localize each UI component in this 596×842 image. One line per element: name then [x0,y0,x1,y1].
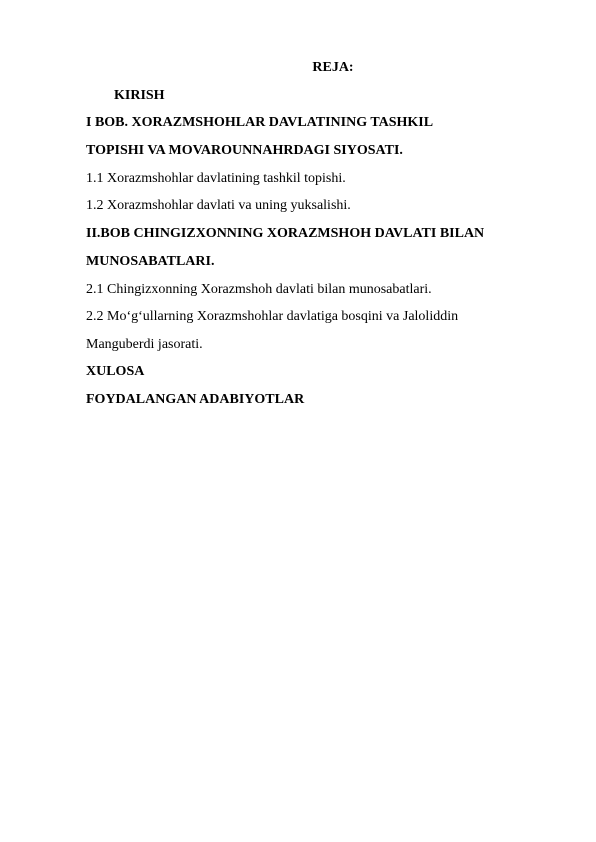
plan-item-section-1-2: 1.2 Xorazmshohlar davlati va uning yuksalishi. [86,198,351,213]
plan-item-section-1-1: 1.1 Xorazmshohlar davlatining tashkil topishi. [86,171,346,186]
plan-title: REJA: [312,60,354,75]
plan-item-chapter-2-line-2: MUNOSABATLARI. [86,254,215,269]
plan-item-references: FOYDALANGAN ADABIYOTLAR [86,392,305,407]
plan-item-section-2-1: 2.1 Chingizxonning Xorazmshoh davlati bilan munosabatlari. [86,282,432,297]
plan-item-introduction: KIRISH [114,88,165,103]
plan-item-section-2-2-line-1: 2.2 Mo‘g‘ullarning Xorazmshohlar davlatiga bosqini va Jaloliddin [86,309,459,324]
plan-item-conclusion: XULOSA [86,364,145,379]
plan-item-chapter-2-line-1: II.BOB CHINGIZXONNING XORAZMSHOH DAVLATI BILAN [86,226,485,241]
plan-item-chapter-1-line-2: TOPISHI VA MOVAROUNNAHRDAGI SIYOSATI. [86,143,403,158]
plan-item-chapter-1-line-1: I BOB. XORAZMSHOHLAR DAVLATINING TASHKIL [86,115,434,130]
plan-item-section-2-2-line-2: Manguberdi jasorati. [86,337,203,352]
